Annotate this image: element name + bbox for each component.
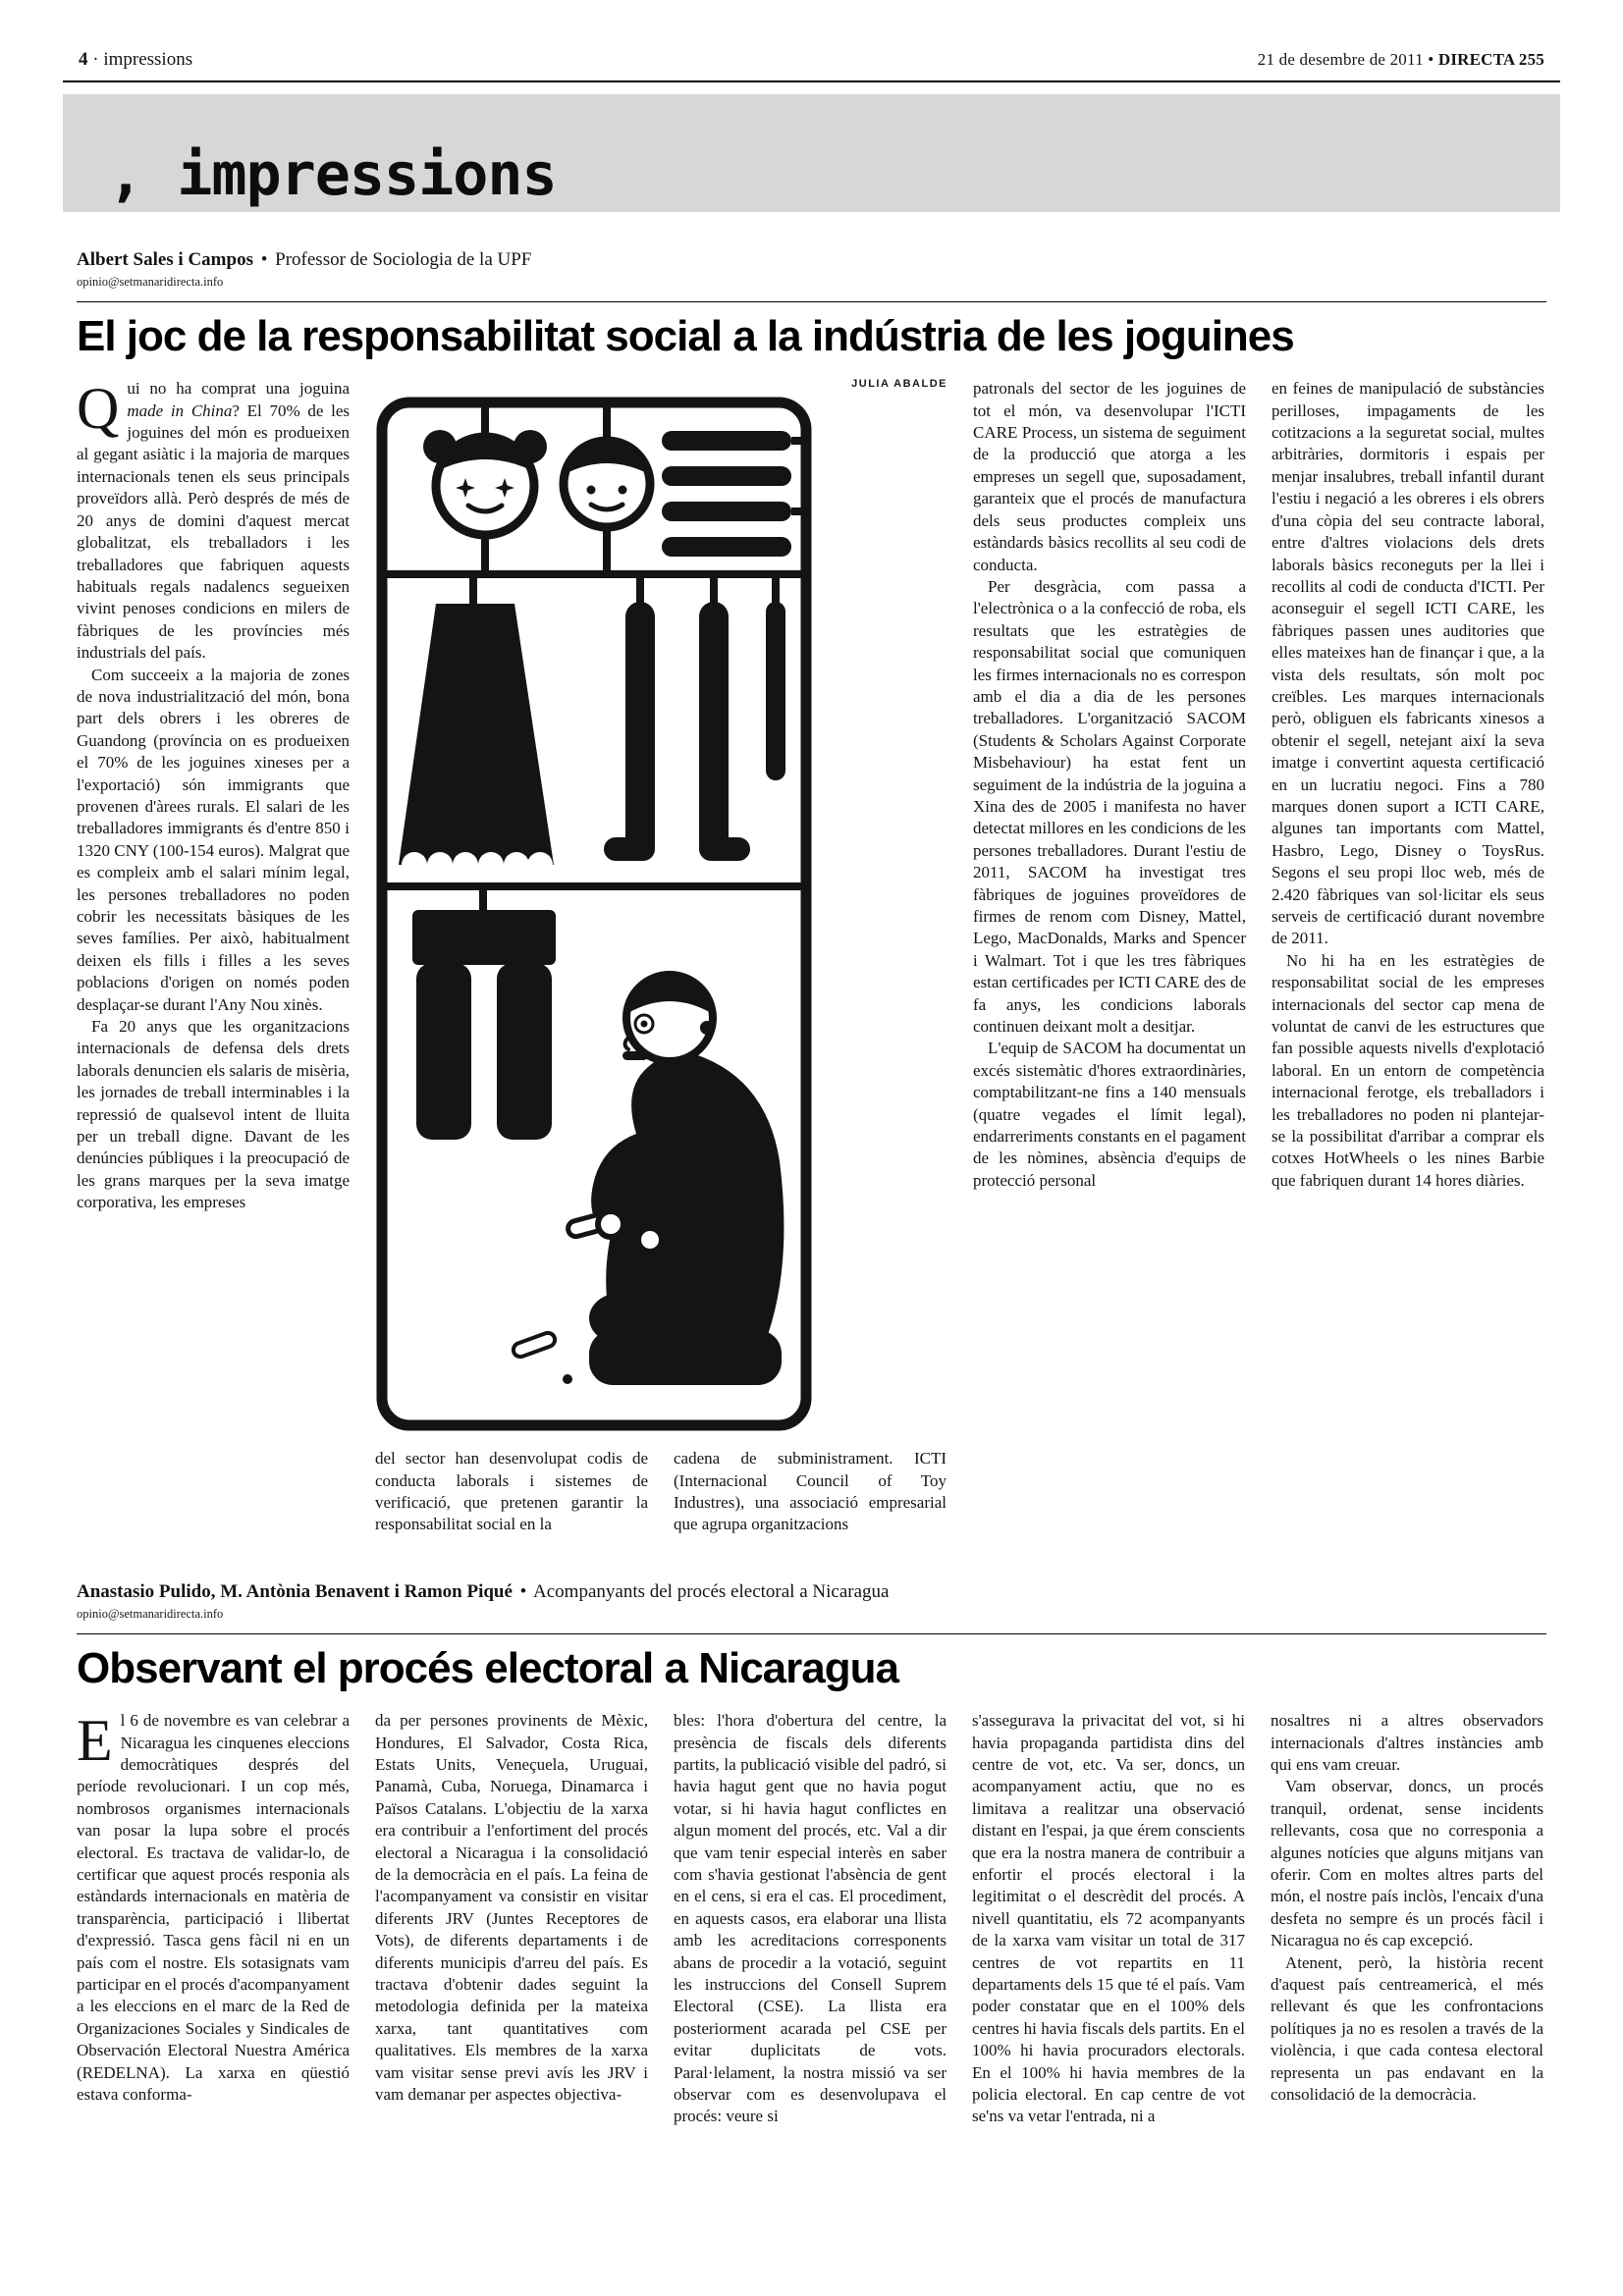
paragraph: Fa 20 anys que les organitzacions internacionals de defensa dels drets laborals denuncien els salaris de misèria, les jornades de treball interminables i la repressió de qualsevol intent de lluita per un treball digne. Davant de les denúncies públiques i la preocupació de les grans marques per la seva imatge corporativa, les empreses	[77, 1017, 350, 1212]
paragraph: L'equip de SACOM ha documentat un excés sistemàtic d'hores extraordinàries, comptabilitzant-ne fins a 140 mensuals (quatre vegades el límit legal), endarreriments constants en el pagament de les nòmines, absència d'equips de protecció personal	[973, 1039, 1246, 1190]
article-joguines	[77, 249, 1546, 1536]
page-header-right	[1258, 50, 1544, 70]
section-name: impressions	[103, 49, 193, 70]
article1-column-3	[674, 1448, 947, 1536]
article1-column-1	[77, 378, 350, 1536]
header-edge	[63, 80, 1560, 212]
page-header-dot: ·	[92, 49, 99, 70]
paragraph: Per desgràcia, com passa a l'electrònica o a la confecció de roba, els resultats que les estratègies de responsabilitat social que comuniquen les firmes internacionals no es correspon amb el dia a dia de les persones treballadores. L'organització SACOM (Students & Scholars Against Corporate Misbehaviour) ha estat fent un seguiment de la indústria de la joguina a Xina des de 2005 i manifesta no haver detectat millores en les condicions de les persones treballadores. Durant l'estiu de 2011, SACOM ha investigat tres fàbriques de joguines proveïdores de firmes de renom com Disney, Mattel, Lego, MacDonalds, Marks and Spencer i Walmart. Tot i que les tres fàbriques estan certificades per ICTI CARE des de fa anys, les condicions laborals continuen deixant molt a desitjar.	[973, 576, 1246, 1037]
toy-sprue-illustration	[375, 396, 813, 1432]
paragraph: patronals del sector de les joguines de tot el món, va desenvolupar l'ICTI CARE Process, un sistema de seguiment de la producció que atorga a les empreses un segell que, suposadament, garanteix que el procés de manufactura dels seus productes compleix uns estàndards bàsics recollits al seu codi de conducta.	[973, 379, 1246, 574]
lead-text: l 6 de novembre es van celebrar a Nicaragua les cinquenes eleccions democràtiques després del període revolucionari. I un cop més, nombrosos organismes internacionals van posar la lupa sobre el procés electoral. Es tractava de validar-lo, de certificar que aquest procés responia als estàndards internacionals en matèria de transparència, participació i llibertat d'expressió. Tasca gens fàcil ni en un país com el nostre. Els sotasignats vam participar en el procés d'acompanyament a les eleccions en el marc de la Red de Organizaciones Sociales y Sindicales de Observación Electoral Nuestra América (REDELNA). La xarxa en qüestió estava conforma-	[77, 1711, 350, 2105]
doll-arm-parts	[662, 431, 791, 557]
dropcap: Q	[77, 376, 120, 442]
boy-doll-head	[564, 441, 650, 528]
byline	[77, 1581, 1546, 1603]
author-name: Anastasio Pulido, M. Antònia Benavent i Ramon Piqué	[77, 1580, 513, 1602]
article2-column-5	[1271, 1710, 1543, 2128]
illustration-credit: JULIA ABALDE	[851, 378, 947, 391]
author-role: Acompanyants del procés electoral a Nicaragua	[533, 1580, 890, 1602]
article-nicaragua	[77, 1581, 1546, 2128]
article-headline: Observant el procés electoral a Nicaragua	[77, 1643, 898, 1692]
issue-date: 21 de desembre de 2011	[1257, 50, 1424, 69]
contact-email: opinio@setmanaridirecta.info	[77, 275, 224, 289]
doll-trousers-part	[412, 910, 556, 1140]
divider	[63, 80, 1560, 82]
paragraph: nosaltres ni a altres observadors internacionals d'altres instàncies amb qui ens vam creuar.	[1271, 1711, 1543, 1774]
seated-worker-figure	[567, 971, 784, 1385]
page-header-left	[79, 49, 192, 71]
lead-text: ? El 70% de les joguines del món es produeixen al gegant asiàtic i la majoria de marques internacionals tenen els seus principals proveïdors allà. Però després de més de 20 anys de domini d'aquest mercat globalitzat, els treballadors i les treballadores que fabriquen aquests habituals regals nadalencs segueixen vivint penoses condicions en milers de fàbriques de les províncies més industrials del país.	[77, 400, 350, 663]
paragraph: cadena de subministrament. ICTI (Internacional Council of Toy Industres), una associació empresarial que agrupa organitzacions	[674, 1449, 947, 1534]
article2-column-1	[77, 1710, 350, 2128]
paragraph: en feines de manipulació de substàncies perilloses, impagaments de les cotitzacions a la seguretat social, multes arbitràries, dormitoris i espais per menjar insalubres, treball infantil durant l'estiu i negació a les obreres i els obrers d'una còpia del seu contracte laboral, entre d'altres violacions dels drets laborals bàsics reconeguts per la llei i recollits al codi de conducta d'ICTI. Per aconseguir el segell ICTI CARE, les fàbriques passen unes auditories que elles mateixes han de finançar i que, a la vista dels resultats, són molt poc creïbles. Les marques internacionals però, obliguen els fabricants xinesos a obtenir el segell, netejant així la seva imatge i convertint aquesta certificació en un lucratiu negoci. Fins a 780 marques donen suport a ICTI CARE, algunes tan importants com Mattel, Hasbro, Lego, Disney o ToysRus. Segons el seu propi lloc web, més de 2.420 fàbriques van sol·licitar els seus serveis de certificació durant novembre de 2011.	[1271, 379, 1544, 948]
article2-column-4	[972, 1710, 1245, 2128]
divider	[77, 301, 1546, 302]
section-banner-title: , impressions	[108, 140, 557, 209]
article2-column-2	[375, 1710, 648, 2128]
author-name: Albert Sales i Campos	[77, 249, 253, 270]
girl-doll-head	[423, 430, 547, 535]
contact-email: opinio@setmanaridirecta.info	[77, 1606, 224, 1621]
paragraph: Atenent, però, la història recent d'aquest país centreamericà, el més rellevant és que les confrontacions polítiques ja no es resolen a través de la violència, i que cada contesa electoral representa un pas endavant en la consolidació de la democràcia.	[1271, 1952, 1543, 2105]
article2-columns	[77, 1710, 1546, 2128]
paragraph: No hi ha en les estratègies de responsabilitat social de les empreses internacionals del sector cap mena de voluntat de canvi de les estructures que fan possible aquests nivells d'explotació laboral. En un entorn de competència internacional ferotge, els treballadors i les treballadores no poden ni plantejar-se la possibilitat d'arribar a comprar els cotxes HotWheels o les nines Barbie que fabriquen durant 14 hores diàries.	[1271, 950, 1544, 1190]
page-number: 4	[79, 49, 88, 70]
article-headline: El joc de la responsabilitat social a la indústria de les joguines	[77, 312, 1294, 360]
byline-block	[77, 1581, 1546, 1622]
publication-name: DIRECTA 255	[1437, 50, 1544, 69]
byline-block	[77, 249, 1546, 290]
doll-leg-parts	[604, 602, 785, 861]
section-banner	[63, 94, 1560, 212]
paragraph: Com succeeix a la majoria de zones de nova industrialització del món, bona part dels obrers i les obreres de Guandong (província on es produeixen el 70% de les joguines xineses per a l'exportació) són immigrants que provenen d'àrees rurals. El salari de les treballadores immigrants és d'entre 850 i 1320 CNY (100-154 euros). Malgrat que es compleix amb el salari mínim legal, les persones treballadores no poden cobrir les necessitats bàsiques de les seves famílies. Per això, habitualment deixen els fills i filles a les seves poblacions d'origen on només poden desplaçar-se durant l'Any Nou xinès.	[77, 665, 350, 1014]
article1-column-5	[1271, 378, 1544, 1536]
paragraph	[77, 378, 350, 664]
paragraph: Vam observar, doncs, un procés tranquil, ordenat, sense incidents rellevants, cosa que no corresponia a algunes notícies que alguns mitjans van oferir. Com en moltes altres parts del món, el nostre país inclòs, l'encaix d'una desfeta no sempre és un procés fàcil i Nicaragua no és cap excepció.	[1271, 1777, 1543, 1950]
paragraph: s'assegurava la privacitat del vot, si hi havia propaganda partidista dins del centre de vot, etc. Va ser, doncs, un acompanyament actiu, que no es limitava a realitzar una observació distant en l'espai, ja que érem conscients que era la nostra manera de contribuir a enfortir el procés electoral i la legitimitat o el descrèdit del procés. A nivell quantitatiu, els 72 acompanyants de la xarxa vam visitar un total de 317 centres de vot repartits en 11 departaments dels 15 que té el país. Vam poder constatar que en el 100% dels centres hi havia fiscals dels partits. En el 100% hi havia procuradors electorals. En el 100% hi havia membres de la policia electoral. En cap centre de vot se'ns va vetar l'entrada, ni a	[972, 1711, 1245, 2126]
paragraph	[77, 1710, 350, 2106]
byline-separator: •	[260, 249, 268, 270]
under-image-columns	[375, 1448, 947, 1536]
article2-column-3	[674, 1710, 947, 2128]
doll-dress-part	[399, 604, 554, 878]
loose-toy-parts	[512, 1331, 572, 1384]
page-header	[77, 49, 1546, 80]
paragraph: del sector han desenvolupat codis de conducta laborals i sistemes de verificació, que pretenen garantir la responsabilitat social en la	[375, 1449, 648, 1534]
paragraph: bles: l'hora d'obertura del centre, la presència de fiscals dels diferents partits, la publicació visible del padró, si havia hagut gent que no havia pogut votar, si hi havia hagut conflictes en algun moment del procés, etc. Val a dir que vam tenir especial interès en saber com s'havia gestionat l'absència de gent en el cens, si era el cas. El procediment, en aquests casos, era elaborar una llista amb les acreditacions corresponents abans de procedir a la votació, seguint les instruccions del Consell Suprem Electoral (CSE). La llista era posteriorment acarada pel CSE per evitar duplicitats de vots. Paral·lelament, la nostra missió va ser observar com es desenvolupava el procés: veure si	[674, 1711, 947, 2126]
divider	[77, 1633, 1546, 1634]
article1-columns	[77, 378, 1546, 1536]
article1-column-2	[375, 1448, 648, 1536]
article1-figure	[375, 378, 947, 1536]
lead-text: ui no ha comprat una joguina	[127, 379, 350, 399]
byline-separator: •	[519, 1580, 527, 1602]
dropcap: E	[77, 1708, 113, 1774]
paragraph: da per persones provinents de Mèxic, Hondures, El Salvador, Costa Rica, Estats Units, Veneçuela, Uruguai, Panamà, Cuba, Noruega, Dinamarca i Països Catalans. L'objectiu de la xarxa era contribuir a l'enfortiment del procés electoral a Nicaragua i la consolidació de la democràcia en el país. La feina de l'acompanyament va consistir en visitar diferents JRV (Juntes Receptores de Vots), de diferents departaments i de diferents municipis d'arreu del país. Es tractava d'obtenir dades seguint la metodologia definida per la mateixa xarxa, tant quantitatives com qualitatives. Els membres de la xarxa vam visitar sense previ avís les JRV i vam demanar per aspectes objectiva-	[375, 1711, 648, 2105]
byline	[77, 249, 1546, 271]
bullet-separator: •	[1428, 50, 1434, 69]
author-role: Professor de Sociologia de la UPF	[275, 249, 532, 270]
article1-column-4	[973, 378, 1246, 1536]
lead-italic: made in China	[127, 400, 233, 420]
